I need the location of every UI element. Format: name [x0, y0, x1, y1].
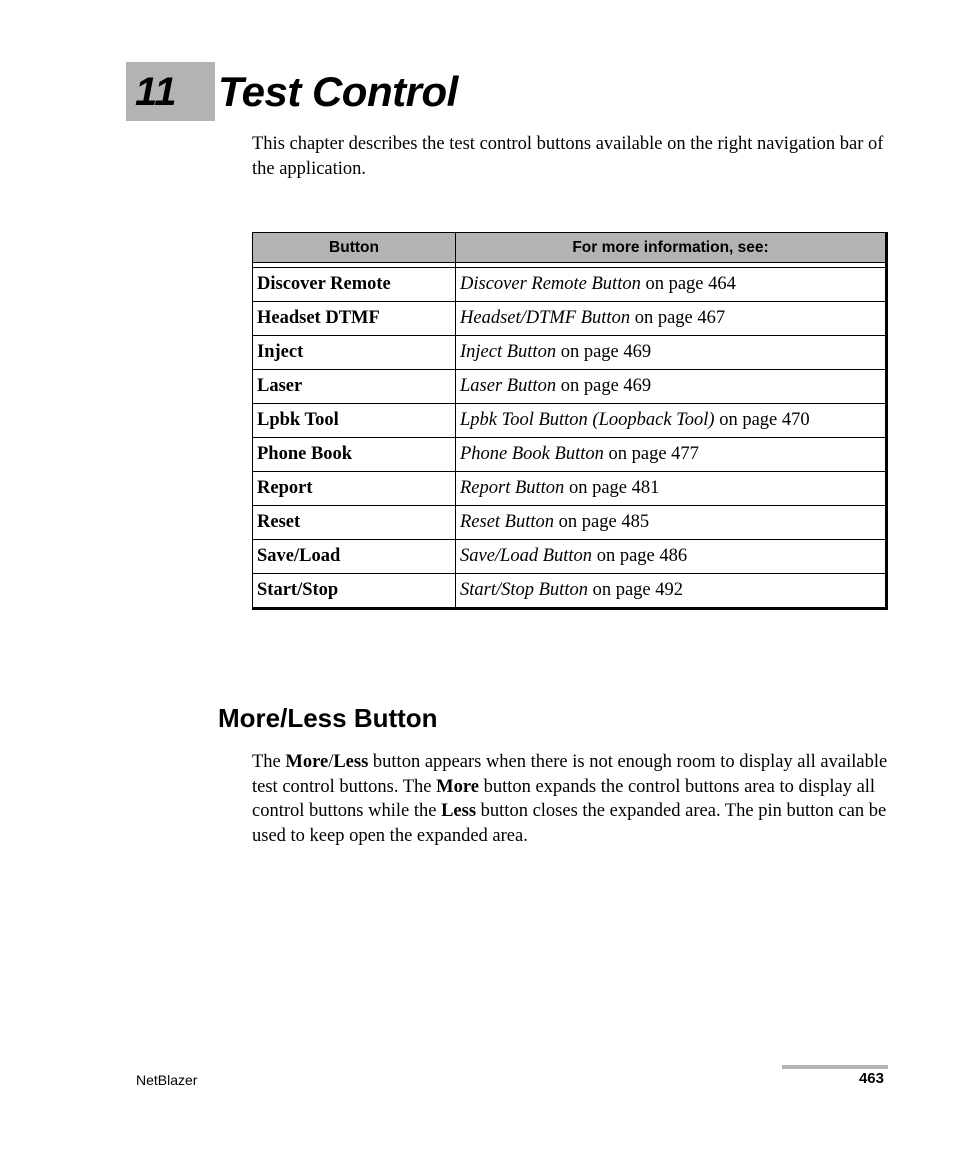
- reference-page: on page 485: [558, 512, 650, 532]
- reference-title[interactable]: Save/Load Button: [460, 546, 593, 566]
- button-name-cell: Headset DTMF: [253, 302, 456, 336]
- bold-term: More: [285, 752, 329, 772]
- button-name-cell: Lpbk Tool: [253, 404, 456, 438]
- table-row: [253, 506, 887, 540]
- reference-page: on page 481: [568, 478, 660, 498]
- text-run: The: [252, 752, 286, 772]
- reference-title[interactable]: Start/Stop Button: [460, 580, 588, 600]
- reference-page: on page 486: [596, 546, 688, 566]
- footer-product-name: NetBlazer: [136, 1072, 198, 1088]
- reference-page: on page 492: [592, 580, 684, 600]
- button-name-cell: Laser: [253, 370, 456, 404]
- reference-page: on page 470: [719, 410, 810, 430]
- reference-cell: [456, 506, 887, 540]
- table-row: [253, 472, 887, 506]
- reference-page: on page 469: [560, 342, 652, 362]
- table-row: [253, 336, 887, 370]
- reference-title[interactable]: Headset/DTMF Button: [460, 308, 631, 328]
- chapter-number: 11: [135, 70, 177, 114]
- reference-cell: [456, 404, 887, 438]
- table-row: [253, 268, 887, 302]
- button-name-cell: Phone Book: [253, 438, 456, 472]
- reference-cell: [456, 268, 887, 302]
- reference-title[interactable]: Discover Remote Button: [460, 274, 641, 294]
- footer-page-number: 463: [858, 1070, 884, 1087]
- table-row: [253, 438, 887, 472]
- reference-cell: [456, 336, 887, 370]
- intro-paragraph: This chapter describes the test control buttons available on the right navigation bar of the application.: [252, 134, 884, 179]
- reference-cell: [456, 574, 887, 609]
- reference-title[interactable]: Report Button: [460, 478, 565, 498]
- button-name-cell: Report: [253, 472, 456, 506]
- section-heading: More/Less Button: [218, 703, 438, 733]
- table-row: [253, 540, 887, 574]
- bold-term: More: [436, 776, 479, 797]
- button-reference-table: [252, 232, 888, 610]
- reference-title[interactable]: Reset Button: [460, 512, 555, 532]
- table-header-button: Button: [253, 233, 456, 263]
- reference-page: on page 477: [608, 444, 699, 464]
- button-name-cell: Save/Load: [253, 540, 456, 574]
- text-run: button expands the control buttons area to display all control buttons while the: [252, 776, 876, 821]
- reference-cell: [456, 472, 887, 506]
- reference-page: on page 467: [634, 308, 726, 328]
- reference-title[interactable]: Inject Button: [460, 342, 557, 362]
- text-run: button closes the expanded area. The pin button can be used to keep open the expanded area.: [252, 801, 887, 846]
- reference-cell: [456, 438, 887, 472]
- button-name-cell: Start/Stop: [253, 574, 456, 609]
- chapter-title: Test Control: [218, 68, 458, 115]
- reference-title[interactable]: Lpbk Tool Button (Loopback Tool): [460, 410, 715, 430]
- reference-cell: [456, 370, 887, 404]
- reference-page: on page 469: [560, 376, 652, 396]
- reference-cell: [456, 540, 887, 574]
- table-row: [253, 302, 887, 336]
- reference-page: on page 464: [645, 274, 736, 294]
- table-row: [253, 574, 887, 609]
- table-header-row: [253, 233, 887, 263]
- text-run: /: [328, 752, 334, 772]
- button-name-cell: Inject: [253, 336, 456, 370]
- reference-title[interactable]: Phone Book Button: [460, 444, 604, 464]
- reference-cell: [456, 302, 887, 336]
- section-paragraph: [252, 750, 892, 848]
- table-header-reference: For more information, see:: [456, 233, 887, 263]
- table-row: [253, 404, 887, 438]
- table-row: [253, 370, 887, 404]
- button-name-cell: Discover Remote: [253, 268, 456, 302]
- bold-term: Less: [333, 752, 369, 772]
- reference-title[interactable]: Laser Button: [460, 376, 557, 396]
- button-name-cell: Reset: [253, 506, 456, 540]
- text-run: button appears when there is not enough room to display all available test control buttons. The: [252, 752, 888, 797]
- bold-term: Less: [441, 801, 477, 821]
